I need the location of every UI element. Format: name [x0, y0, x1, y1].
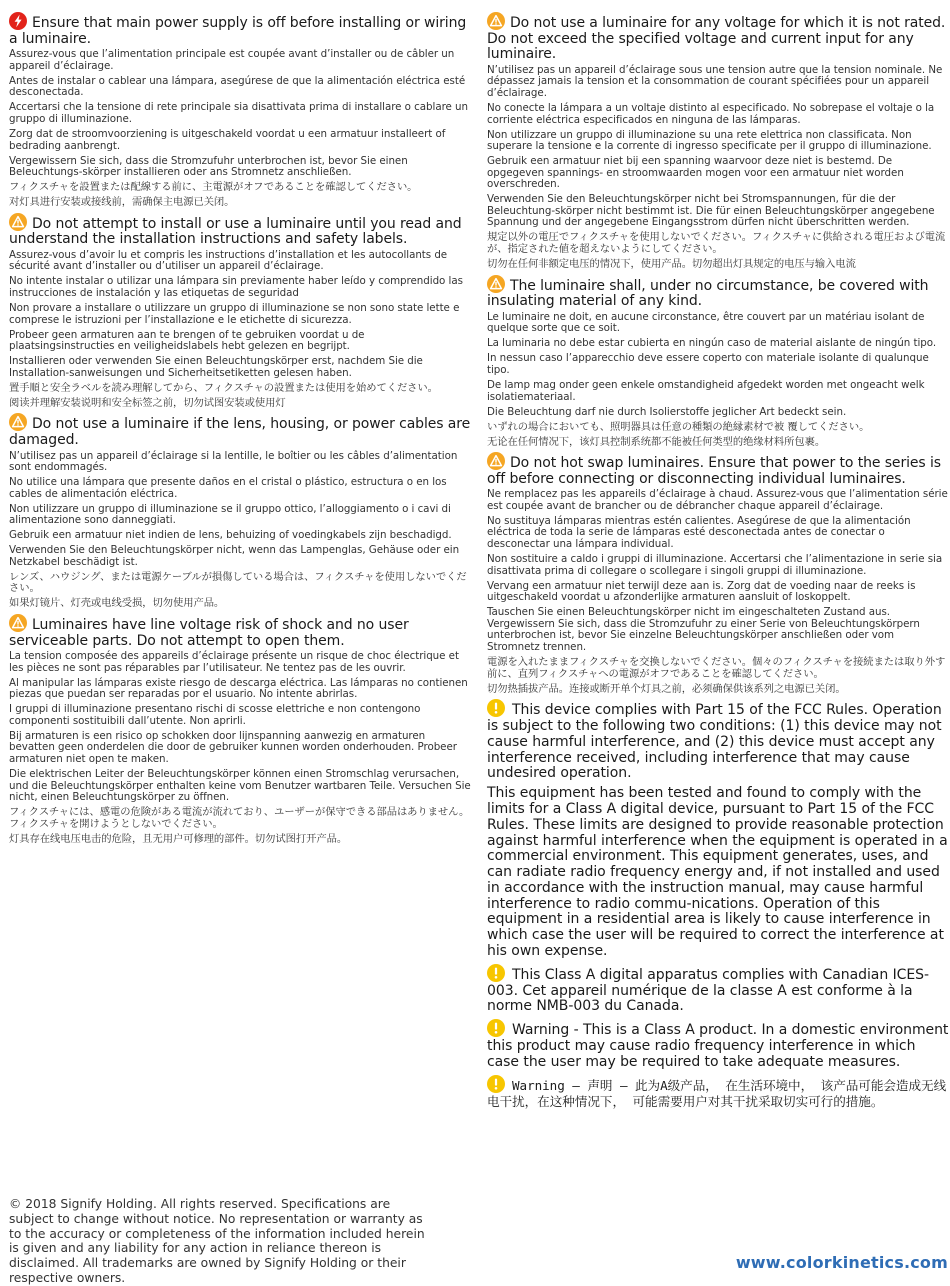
- section-heading: [9, 213, 472, 248]
- translation-paragraph: Verwenden Sie den Beleuchtungskörper nicht bei Stromspannungen, für die der Beleuchtung-skörper nicht bestimmt ist. Die für einen Beleuchtungskörper angegebene Spannung und der angegebene Eingangsstrom dürfen nicht überschritten werden.: [487, 193, 935, 229]
- website-link[interactable]: www.colorkinetics.com: [735, 1253, 948, 1272]
- section-heading: [9, 614, 472, 649]
- translation-paragraph: Die Beleuchtung darf nie durch Isolierstoffe jeglicher Art bedeckt sein.: [487, 405, 847, 418]
- translation-paragraph: Le luminaire ne doit, en aucune circonstance, être couvert par un matériau isolant de quelque sorte que ce soit.: [487, 310, 925, 335]
- warning-icon: [487, 12, 505, 30]
- class-a-warning: [487, 1019, 949, 1070]
- canada-notice-text: This Class A digital apparatus complies with Canadian ICES-003. Cet appareil numérique de la classe A est conforme à la norme NMB-003 du Canada.: [487, 966, 930, 1015]
- section-title: Luminaires have line voltage risk of shock and no user serviceable parts. Do not attempt to open them.: [9, 616, 409, 649]
- translation-paragraph: Installieren oder verwenden Sie einen Beleuchtungskörper erst, nachdem Sie die Installation-sanweisungen und Sicherheitsetiketten gelesen haben.: [9, 355, 423, 379]
- translation-paragraph: フィクスチャを設置または配線する前に、主電源がオフであることを確認してください。: [9, 181, 418, 194]
- safety-section: [487, 452, 949, 695]
- translation-paragraph: Die elektrischen Leiter der Beleuchtungskörper können einen Stromschlag verursachen, und die Beleuchtungskörper enthalten keine vom Benutzer wartbaren Teile. Versuchen Sie nicht, einen Beleuchtungskörper zu öffnen.: [9, 768, 471, 804]
- translation-paragraph: I gruppi di illuminazione presentano rischi di scosse elettriche e non contengono componenti sostituibili dall’utente. Non aprirli.: [9, 703, 421, 727]
- translation-paragraph: N’utilisez pas un appareil d’éclairage si la lentille, le boîtier ou les câbles d’alimentation sont endommagés.: [9, 449, 458, 474]
- section-title: Ensure that main power supply is off before installing or wiring a luminaire.: [9, 15, 467, 47]
- section-title: Do not use a luminaire for any voltage for which it is not rated. Do not exceed the specified voltage and current input for any luminaire.: [487, 15, 946, 63]
- translation-paragraph: Zorg dat de stroomvoorziening is uitgeschakeld voordat u een armatuur installeert of bedrading aanbrengt.: [9, 127, 446, 152]
- safety-section: [487, 12, 949, 271]
- translation-paragraph: Vervang een armatuur niet terwijl deze aan is. Zorg dat de voeding naar de reeks is uitgeschakeld voordat u afzonderlijke armaturen aansluit of loskoppelt.: [487, 579, 916, 604]
- safety-section: [9, 614, 472, 845]
- exclamation-icon: [487, 1019, 505, 1037]
- translation-paragraph: Verwenden Sie den Beleuchtungskörper nicht, wenn das Lampenglas, Gehäuse oder ein Netzkabel beschädigt ist.: [9, 544, 460, 568]
- class-a-warning-chinese-text: Warning – 声明 – 此为A级产品， 在生活环境中， 该产品可能会造成无线电干扰，在这种情况下， 可能需要用户对其干扰采取切实可行的措施。: [487, 1077, 947, 1109]
- translation-paragraph: Non sostituire a caldo i gruppi di illuminazione. Accertarsi che l’alimentazione in serie sia disattivata prima di collegare o scollegare i singoli gruppi di illuminazione.: [487, 553, 943, 577]
- safety-section: [9, 413, 472, 610]
- right-safety-sections: [487, 12, 949, 695]
- translation-paragraph: In nessun caso l’apparecchio deve essere coperto con materiale isolante di qualunque tipo.: [487, 352, 929, 376]
- translation-paragraph: Gebruik een armatuur niet bij een spanning waarvoor deze niet is bestemd. De opgegeven spannings- en stroomwaarden mogen voor een armatuur niet worden overschreden.: [487, 155, 904, 191]
- warning-icon: [487, 452, 505, 470]
- section-title: The luminaire shall, under no circumstance, be covered with insulating material of any kind.: [487, 277, 929, 310]
- translation-paragraph: 置手順と安全ラベルを読み理解してから、フィクスチャの設置または使用を始めてください。: [9, 381, 438, 394]
- translation-paragraph: La luminaria no debe estar cubierta en ningún caso de material aislante de ningún tipo.: [487, 337, 937, 350]
- fcc-notice-text: This device complies with Part 15 of the FCC Rules. Operation is subject to the following two conditions: (1) this device may not cause harmful interference, and (2) this device must accept any interference received, including interference that may cause undesired operation.: [487, 702, 942, 782]
- class-a-warning-text: Warning - This is a Class A product. In a domestic environment this product may cause radio frequency interference in which case the user may be required to take adequate measures.: [487, 1022, 949, 1070]
- power-off-icon: [9, 12, 27, 30]
- section-heading: [487, 452, 949, 487]
- translation-paragraph: フィクスチャには、感電の危険がある電流が流れており、ユーザーが保守できる部品はありません。フィクスチャを開けようとしないでください。: [9, 806, 470, 830]
- exclamation-icon: [487, 699, 505, 717]
- translation-paragraph: Tauschen Sie einen Beleuchtungskörper nicht im eingeschalteten Zustand aus. Vergewissern Sie sich, dass die Stromzufuhr zu einer Serie von Beleuchtungskörpern unterbrochen ist, bevor Sie einzelne Beleuchtungskörper anschließen oder vom Stromnetz trennen.: [487, 606, 920, 653]
- warning-icon: [9, 614, 27, 632]
- translation-paragraph: 对灯具进行安装或接线前，需确保主电源已关闭。: [9, 196, 235, 209]
- section-heading: [487, 12, 949, 63]
- warning-icon: [9, 213, 27, 231]
- translation-paragraph: Bij armaturen is een risico op schokken door lijnspanning aanwezig en armaturen bevatten geen onderdelen die door de gebruiker kunnen worden onderhouden. Probeer armaturen niet open te maken.: [9, 729, 457, 766]
- safety-section: [9, 213, 472, 410]
- translation-paragraph: レンズ、ハウジング、または電源ケーブルが損傷している場合は、フィクスチャを使用しないでください。: [9, 570, 467, 595]
- translation-paragraph: No conecte la lámpara a un voltaje distinto al especificado. No sobrepase el voltaje o la corriente eléctrica especificados en ninguna de las lámparas.: [487, 101, 935, 126]
- translation-paragraph: Probeer geen armaturen aan te brengen of te gebruiken voordat u de plaatsingsinstructies en veiligheidslabels hebt gelezen en begrijpt.: [9, 328, 365, 353]
- translation-paragraph: De lamp mag onder geen enkele omstandigheid afgedekt worden met ongeacht welk isolatiemateriaal.: [487, 378, 925, 403]
- translation-paragraph: 如果灯镜片、灯壳或电线受损，切勿使用产品。: [9, 597, 225, 610]
- translation-paragraph: La tension composée des appareils d’éclairage présente un risque de choc électrique et les pièces ne sont pas réparables par l’utilisateur. Ne tentez pas de les ouvrir.: [9, 650, 459, 674]
- safety-section: [9, 12, 472, 209]
- translation-paragraph: N’utilisez pas un appareil d’éclairage sous une tension autre que la tension nominale. Ne dépassez jamais la tension et la consommation de courant spécifiées pour un appareil d’éclairage.: [487, 63, 943, 99]
- translation-paragraph: Non utilizzare un gruppo di illuminazione su una rete elettrica non classificata. Non superare la tensione e la corrente di ingresso specificate per il gruppo di illuminazione.: [487, 128, 932, 153]
- translation-paragraph: 切勿热插拔产品。连接或断开单个灯具之前，必须确保供该系列之电源已关闭。: [487, 682, 846, 695]
- translation-paragraph: 電源を入れたままフィクスチャを交換しないでください。個々のフィクスチャを接続または取り外す前に、直列フィクスチャへの電源がオフであることを確認してください。: [487, 655, 946, 680]
- section-title: Do not hot swap luminaires. Ensure that power to the series is off before connecting or disconnecting individual luminaires.: [487, 455, 941, 487]
- translation-paragraph: Non provare a installare o utilizzare un gruppo di illuminazione se non sono state lette e comprese le istruzioni per l’installazione e le etichette di sicurezza.: [9, 302, 460, 326]
- translation-paragraph: 切勿在任何非额定电压的情况下，使用产品。切勿超出灯具规定的电压与输入电流: [487, 258, 856, 271]
- translation-paragraph: 灯具存在线电压电击的危险，且无用户可修理的部件。切勿试图打开产品。: [9, 832, 348, 845]
- safety-section: [487, 275, 949, 448]
- section-title: Do not use a luminaire if the lens, housing, or power cables are damaged.: [9, 416, 471, 448]
- translation-paragraph: Accertarsi che la tensione di rete principale sia disattivata prima di installare o cablare un gruppo di illuminazione.: [9, 101, 468, 125]
- translation-paragraph: Vergewissern Sie sich, dass die Stromzufuhr unterbrochen ist, bevor Sie einen Beleuchtungs-skörper installieren oder ans Stromnetz anschließen.: [9, 154, 408, 179]
- translation-paragraph: Gebruik een armatuur niet indien de lens, behuizing of voedingkabels zijn beschadigd.: [9, 529, 452, 542]
- exclamation-icon: [487, 1075, 505, 1093]
- exclamation-icon: [487, 964, 505, 982]
- canada-notice: [487, 964, 949, 1015]
- translation-paragraph: No sustituya lámparas mientras estén calientes. Asegúrese de que la alimentación eléctrica de toda la serie de lámparas esté desconectada antes de conectar o desconectar una lámpara individual.: [487, 514, 911, 551]
- translation-paragraph: 无论在任何情况下，该灯具控制系统都不能被任何类型的绝缘材料所包裹。: [487, 435, 826, 448]
- translation-paragraph: Non utilizzare un gruppo di illuminazione se il gruppo ottico, l’alloggiamento o i cavi di alimentazione sono danneggiati.: [9, 502, 451, 527]
- fcc-notice: [487, 699, 949, 782]
- translation-paragraph: No intente instalar o utilizar una lámpara sin previamente haber leído y comprendido las instrucciones de instalación y las etiquetas de seguridad: [9, 275, 463, 300]
- left-column: [9, 12, 472, 849]
- class-a-warning-chinese: [487, 1075, 949, 1110]
- warning-icon: [9, 413, 27, 431]
- translation-paragraph: 阅读并理解安装说明和安全标签之前，切勿试图安装或使用灯: [9, 396, 286, 409]
- copyright-notice: © 2018 Signify Holding. All rights reserved. Specifications are subject to change without notice. No representation or warranty as to the accuracy or completeness of the information included herein is given and any liability for any action in reliance thereon is disclaimed. All trademarks are owned by Signify Holding or their respective owners.: [9, 1197, 425, 1285]
- translation-paragraph: 規定以外の電圧でフィクスチャを使用しないでください。フィクスチャに供給される電圧および電流が、指定された値を超えないようにしてください。: [487, 231, 946, 256]
- translation-paragraph: Antes de instalar o cablear una lámpara, asegúrese de que la alimentación eléctrica esté desconectada.: [9, 74, 466, 99]
- warning-icon: [487, 275, 505, 293]
- section-heading: [9, 12, 472, 47]
- right-column: [487, 12, 949, 1114]
- section-heading: [487, 275, 949, 310]
- translation-paragraph: Ne remplacez pas les appareils d’éclairage à chaud. Assurez-vous que l’alimentation série est coupée avant de brancher ou de débrancher chaque appareil d’éclairage.: [487, 488, 948, 512]
- fcc-detail: This equipment has been tested and found to comply with the limits for a Class A digital device, pursuant to Part 15 of the FCC Rules. These limits are designed to provide reasonable protection against harmful interference when the equipment is operated in a commercial environment. This equipment generates, uses, and can radiate radio frequency energy and, if not installed and used in accordance with the instruction manual, may cause harmful interference to radio commu-nications. Operation of this equipment in a residential area is likely to cause interference in which case the user will be required to correct the interference at his own expense.: [487, 785, 948, 960]
- translation-paragraph: Al manipular las lámparas existe riesgo de descarga eléctrica. Las lámparas no contienen piezas que puedan ser reparadas por el usuario. No intente abrirlas.: [9, 676, 468, 701]
- translation-paragraph: No utilice una lámpara que presente daños en el cristal o plástico, estructura o en los cables de alimentación eléctrica.: [9, 476, 447, 500]
- section-heading: [9, 413, 472, 448]
- section-title: Do not attempt to install or use a luminaire until you read and understand the installation instructions and safety labels.: [9, 215, 462, 248]
- translation-paragraph: Assurez-vous d’avoir lu et compris les instructions d’installation et les autocollants de sécurité avant d’installer ou d’utiliser un appareil d’éclairage.: [9, 248, 448, 273]
- translation-paragraph: Assurez-vous que l’alimentation principale est coupée avant d’installer ou de câbler un appareil d’éclairage.: [9, 48, 455, 72]
- translation-paragraph: いずれの場合においても、照明器具は任意の種類の絶縁素材で被 覆してください。: [487, 420, 870, 433]
